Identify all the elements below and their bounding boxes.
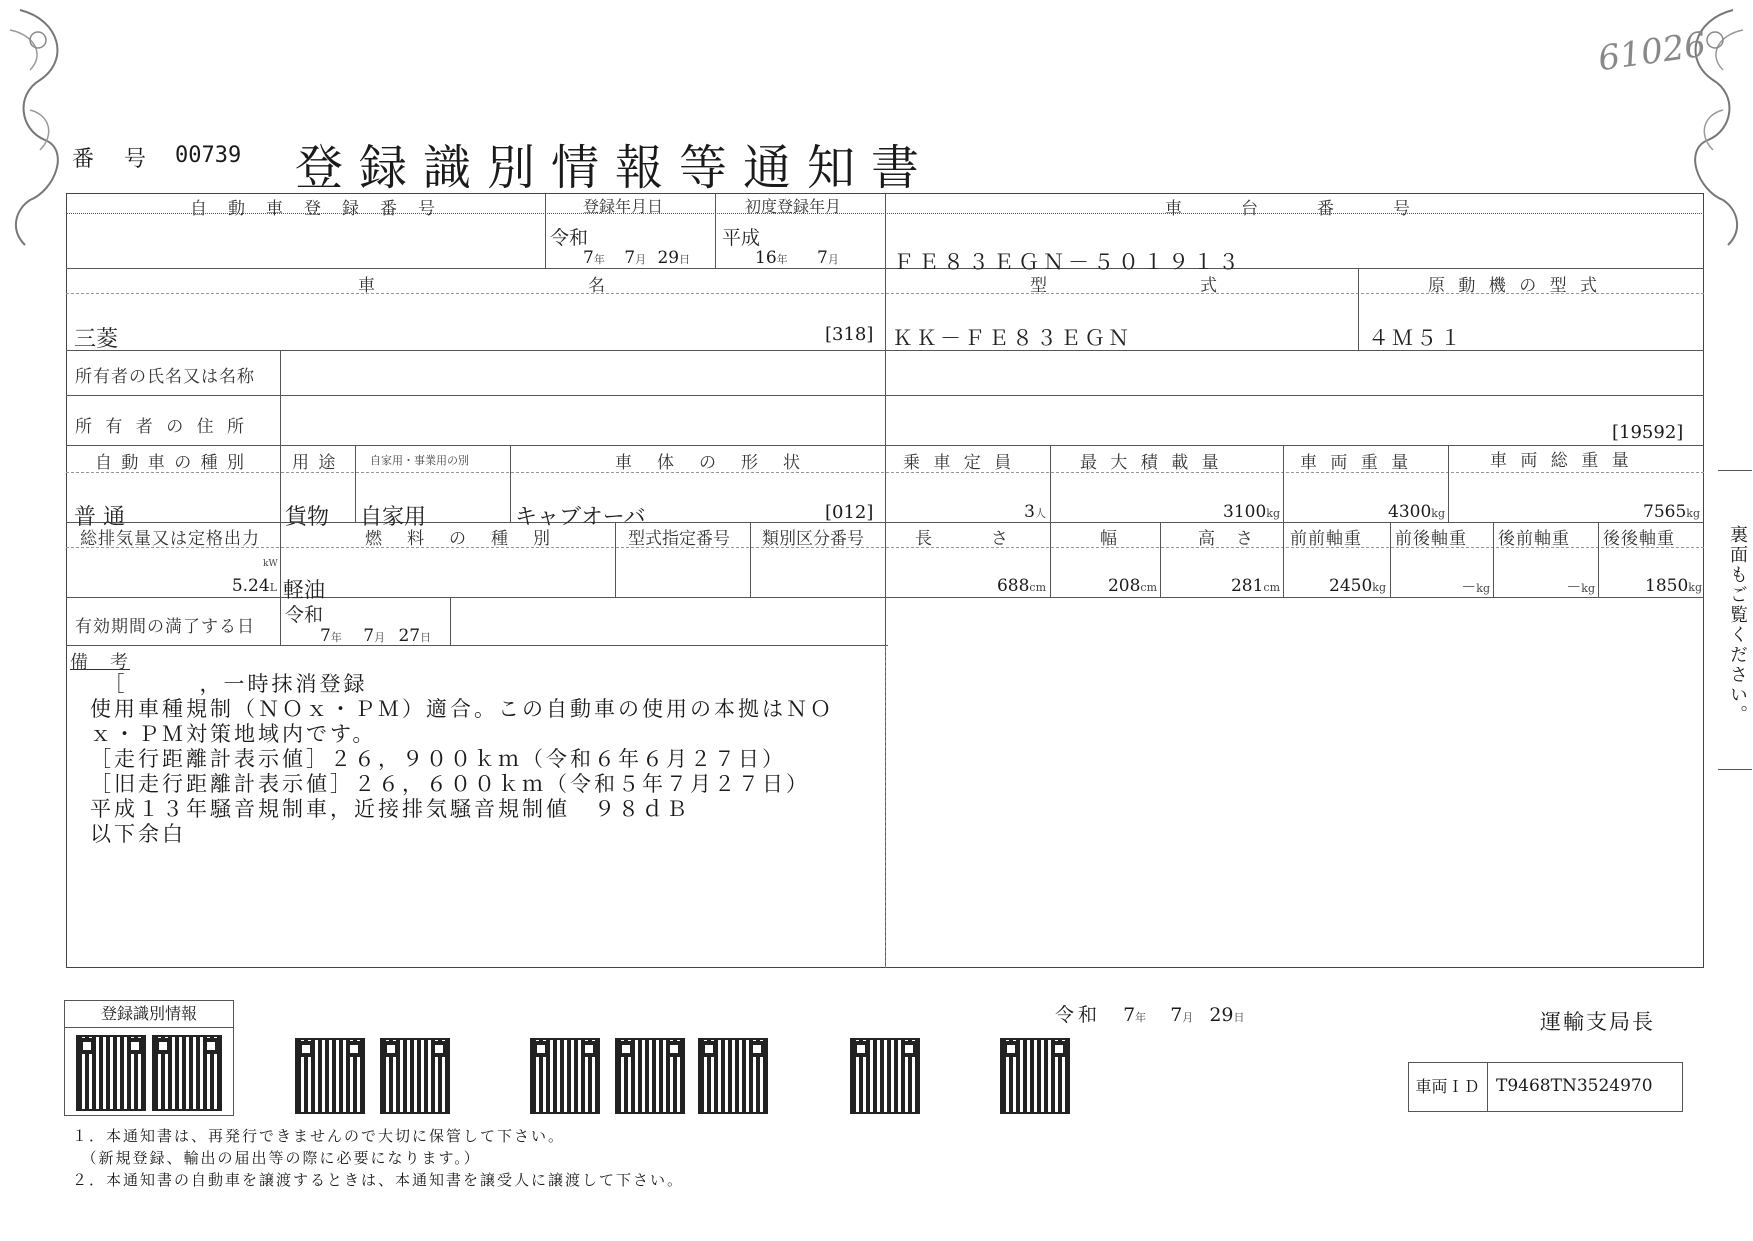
gross-weight-header: 車 両 総 重 量: [1490, 451, 1633, 471]
fr-axle: －: [1461, 578, 1477, 596]
chassis-number: ＦＥ８３ＥＧＮ－５０１９１３: [893, 250, 1243, 274]
category-number-header: 類別区分番号: [762, 529, 864, 549]
reg-info-label: 登録識別情報: [64, 1001, 234, 1028]
fuel-header: 燃 料 の 種 別: [365, 529, 554, 549]
vehicle-weight: 4300: [1388, 502, 1432, 522]
capacity-value: [1020, 502, 1046, 522]
expiry-day: 27: [398, 626, 421, 646]
note-line: １．本通知書は、再発行できませんので大切に保管して下さい。: [72, 1127, 566, 1145]
remark-line: ［旧走行距離計表示値］２６，６００ｋｍ（令和５年７月２７日）: [90, 772, 810, 796]
model-header-1: 型: [1030, 276, 1049, 296]
reg-date-year: 7: [583, 248, 594, 268]
issue-month: 7: [1170, 1004, 1183, 1026]
month-unit: 月: [827, 253, 839, 266]
private-business-header: 自家用・事業用の別: [370, 454, 469, 467]
doc-number: 00739: [175, 143, 242, 168]
qr-code: [295, 1038, 365, 1114]
car-name-header-2: 名: [588, 276, 607, 296]
fuel: 軽油: [283, 578, 325, 602]
rr-axle-value: [1600, 576, 1702, 596]
cm-unit: cm: [1029, 581, 1046, 594]
reg-date-value: [583, 248, 690, 268]
day-unit: 日: [1233, 1011, 1245, 1024]
reg-date-month: 7: [624, 248, 636, 268]
month-unit: 月: [374, 631, 386, 644]
width: 208: [1107, 576, 1141, 596]
chassis-header: 車 台 番 号: [1165, 199, 1412, 219]
reg-date-day: 29: [657, 248, 680, 268]
engine-header: 原 動 機 の 型 式: [1428, 276, 1602, 296]
rr-axle-header: 後後軸重: [1603, 529, 1675, 549]
private-business: 自家用: [360, 505, 427, 530]
max-load: 3100: [1223, 502, 1267, 522]
kg-unit: kg: [1581, 582, 1595, 595]
length: 688: [996, 576, 1030, 596]
displacement-value: [195, 576, 277, 596]
car-name-header-1: 車: [358, 276, 377, 296]
length-header: 長 さ: [915, 529, 1010, 549]
remark-line: ｘ・ＰＭ対策地域内です。: [90, 722, 377, 746]
owner-address-header: 所 有 者 の 住 所: [75, 417, 249, 437]
body-shape-header: 車 体 の 形 状: [615, 453, 804, 473]
qr-code: [152, 1035, 222, 1111]
remark-line: 以下余白: [90, 822, 186, 846]
day-unit: 日: [420, 631, 432, 644]
expiry-header: 有効期間の満了する日: [75, 617, 255, 637]
ff-axle: 2450: [1329, 576, 1373, 596]
expiry-year: 7: [320, 626, 331, 646]
usage-header: 用 途: [292, 453, 338, 473]
year-unit: 年: [330, 631, 342, 644]
doc-number-label: 番 号: [72, 147, 151, 172]
remarks-header: 備 考: [70, 652, 130, 673]
expiry-value: [320, 626, 431, 646]
vehicle-weight-header: 車 両 重 量: [1300, 453, 1413, 473]
owner-name-header: 所有者の氏名又は名称: [75, 367, 255, 387]
ff-axle-header: 前前軸重: [1290, 529, 1362, 549]
first-reg-year: 16: [755, 248, 777, 268]
length-value: [960, 576, 1046, 596]
height-header: 高 さ: [1198, 529, 1255, 549]
model-designation-header: 型式指定番号: [628, 529, 730, 549]
qr-code: [615, 1038, 685, 1114]
document-title: 登録識別情報等通知書: [295, 140, 936, 196]
cm-unit: cm: [1140, 581, 1157, 594]
model-header-2: 式: [1200, 276, 1219, 296]
rf-axle-header: 後前軸重: [1498, 529, 1570, 549]
gross-weight: 7565: [1643, 502, 1687, 522]
issue-date: [1055, 1000, 1245, 1027]
first-reg-value: [755, 248, 839, 268]
reg-date-header: 登録年月日: [583, 197, 664, 216]
issue-era: 令和: [1055, 1004, 1102, 1026]
vehicle-id: T9468TN3524970: [1496, 1076, 1653, 1096]
remark-line: 使用車種規制（ＮＯｘ・ＰＭ）適合。この自動車の使用の本拠はＮＯ: [90, 697, 834, 721]
kg-unit: kg: [1476, 582, 1490, 595]
rf-axle-value: [1497, 576, 1595, 597]
usage: 貨物: [285, 505, 330, 530]
qr-code: [530, 1038, 600, 1114]
kg-unit: kg: [1688, 581, 1702, 594]
displacement-header: 総排気量又は定格出力: [80, 529, 260, 549]
first-reg-month: 7: [817, 248, 828, 268]
issue-year: 7: [1123, 1004, 1136, 1026]
qr-code: [850, 1038, 920, 1114]
remark-line: ［ ，一時抹消登録: [90, 672, 368, 696]
first-reg-era: 平成: [722, 227, 761, 249]
kg-unit: kg: [1686, 507, 1700, 520]
capacity: 3: [1024, 502, 1035, 522]
note-line: （新規登録、輸出の届出等の際に必要になります。）: [72, 1149, 481, 1167]
month-unit: 月: [1182, 1011, 1194, 1024]
max-load-value: [1180, 502, 1280, 522]
width-header: 幅: [1100, 529, 1119, 549]
year-unit: 年: [1135, 1011, 1147, 1024]
reg-number-header: 自 動 車 登 録 番 号: [190, 199, 437, 219]
height: 281: [1230, 576, 1264, 596]
gross-weight-value: [1560, 502, 1700, 522]
vehicle-weight-value: [1340, 502, 1445, 522]
remarks-block: [90, 672, 834, 847]
qr-code: [1000, 1038, 1070, 1114]
displacement: 5.24: [231, 576, 270, 596]
kg-unit: kg: [1266, 507, 1280, 520]
engine-type: ４Ｍ５１: [1368, 326, 1464, 350]
handwritten-number: 61026: [1595, 24, 1709, 80]
qr-code: [380, 1038, 450, 1114]
fr-axle-header: 前後軸重: [1395, 529, 1467, 549]
note-line: ２．本通知書の自動車を譲渡するときは、本通知書を譲受人に譲渡して下さい。: [72, 1171, 685, 1189]
vehicle-id-label: 車両ＩＤ: [1408, 1062, 1488, 1112]
remark-line: ［走行距離計表示値］２６，９００ｋｍ（令和６年６月２７日）: [90, 747, 786, 771]
ff-axle-value: [1290, 576, 1386, 596]
capacity-header: 乗 車 定 員: [903, 453, 1016, 473]
rr-axle: 1850: [1645, 576, 1689, 596]
body-shape: キャブオーバ: [515, 505, 646, 530]
expiry-month: 7: [363, 626, 375, 646]
qr-code: [698, 1038, 768, 1114]
fr-axle-value: [1395, 576, 1490, 597]
month-unit: 月: [635, 253, 647, 266]
person-unit: 人: [1035, 507, 1046, 520]
vehicle-kind-header: 自 動 車 の 種 別: [95, 453, 247, 473]
issuer: 運輸支局長: [1540, 1010, 1655, 1034]
expiry-era: 令和: [285, 604, 324, 626]
remark-line: 平成１３年騒音規制車，近接排気騒音規制値 ９８ｄＢ: [90, 797, 690, 821]
vehicle-kind: 普 通: [74, 505, 125, 530]
reg-date-era: 令和: [550, 227, 589, 249]
qr-code: [76, 1035, 146, 1111]
cm-unit: cm: [1263, 581, 1280, 594]
kg-unit: kg: [1431, 507, 1445, 520]
max-load-header: 最 大 積 載 量: [1080, 453, 1223, 473]
car-name-code: [318]: [825, 324, 874, 345]
year-unit: 年: [776, 253, 788, 266]
notes-block: [72, 1125, 684, 1191]
side-note: 裏面もご覧ください。: [1727, 525, 1748, 725]
body-code: [012]: [825, 502, 874, 523]
rf-axle: －: [1566, 578, 1582, 596]
width-value: [1080, 576, 1157, 596]
model-type: ＫＫ－ＦＥ８３ＥＧＮ: [892, 326, 1132, 350]
first-reg-header: 初度登録年月: [745, 197, 842, 216]
year-unit: 年: [593, 253, 605, 266]
day-unit: 日: [679, 253, 691, 266]
height-value: [1200, 576, 1280, 596]
car-name: 三菱: [74, 327, 119, 352]
liter-unit: L: [269, 581, 277, 594]
address-code: [19592]: [1612, 422, 1684, 443]
kg-unit: kg: [1372, 581, 1386, 594]
issue-day: 29: [1209, 1004, 1234, 1026]
displacement-unit: kW: [263, 559, 278, 569]
